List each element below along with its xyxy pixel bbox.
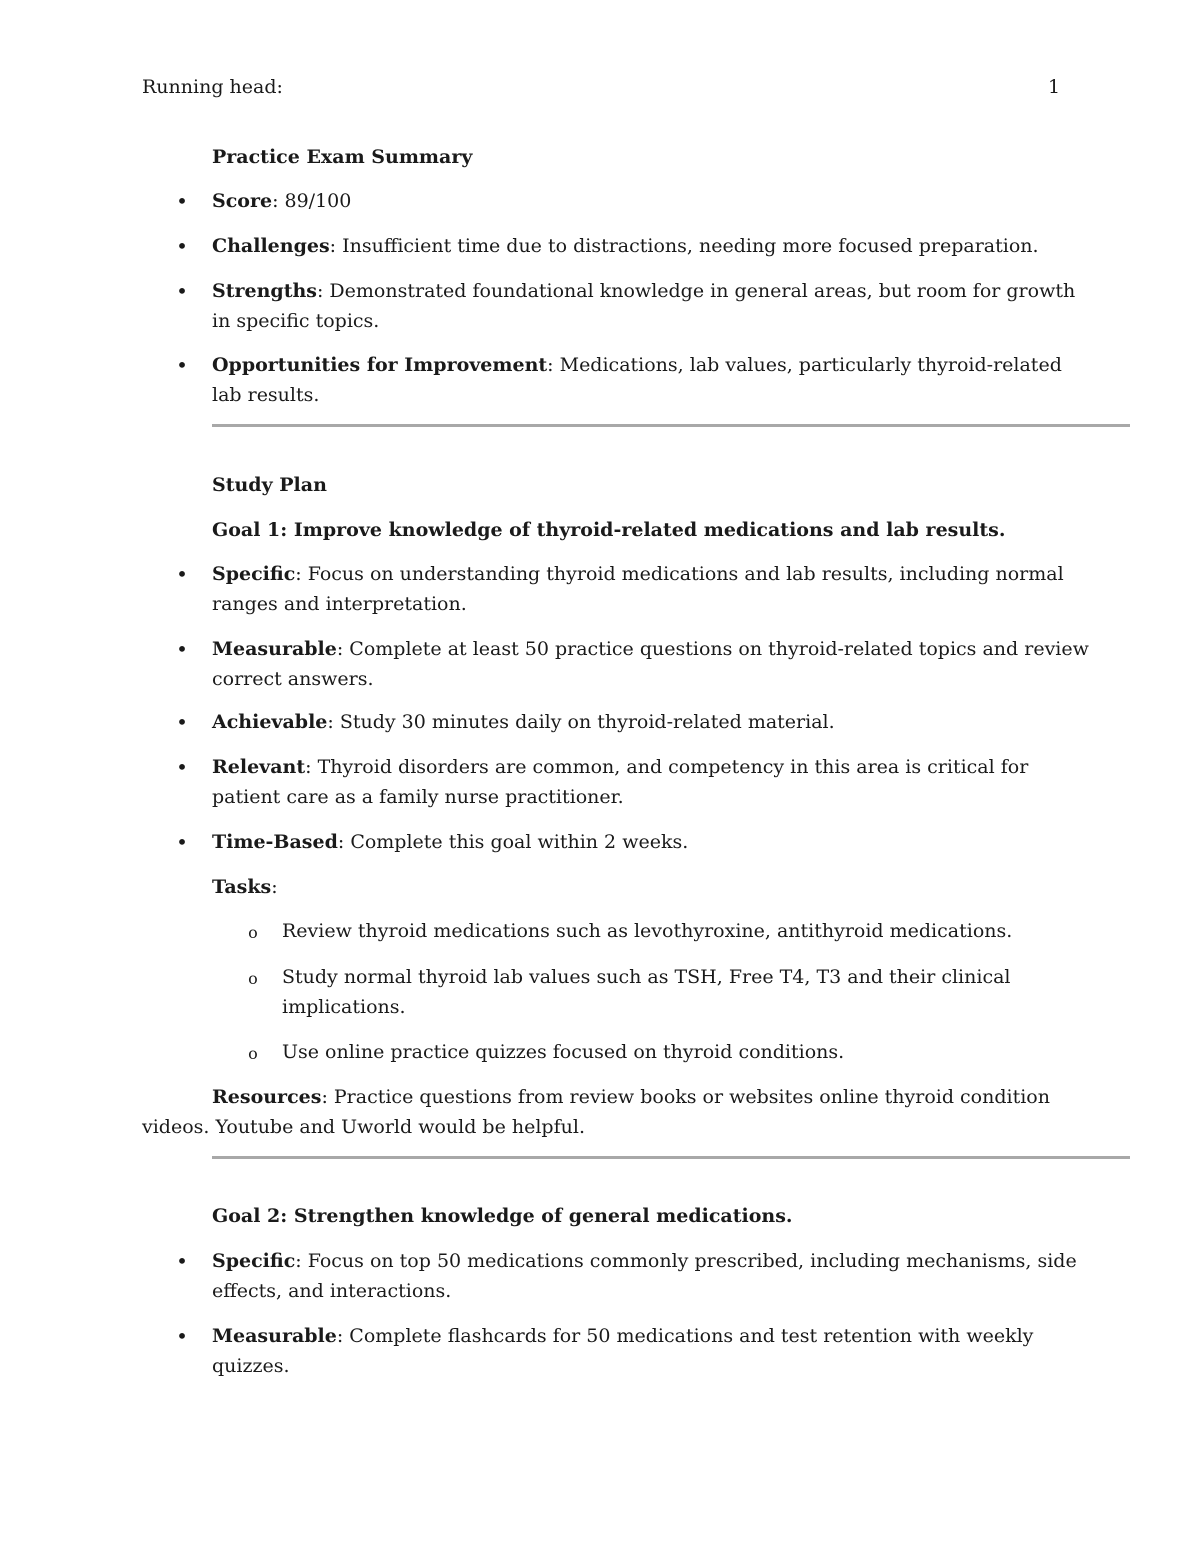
page-number: 1 [1048,76,1061,98]
bullet-icon: • [176,755,188,779]
sub-bullet-icon: o [248,1044,258,1063]
bullet-icon: • [176,830,188,854]
bullet-icon: • [176,637,188,661]
sub-bullet-icon: o [248,923,258,942]
study-plan-title: Study Plan [212,474,327,496]
bullet-icon: • [176,710,188,734]
bullet-icon: • [176,353,188,377]
sub-bullet-icon: o [248,969,258,988]
resources-paragraph: Resources: Practice questions from review books or websites online thyroid condition [212,1086,1050,1108]
running-head: Running head: [142,76,283,98]
goal1-item-time-based: Time-Based: Complete this goal within 2 weeks. [212,831,689,853]
goal1-item-specific: Specific: Focus on understanding thyroid medications and lab results, including normal ranges and interpretation. [212,563,1064,615]
task-item: Review thyroid medications such as levothyroxine, antithyroid medications. [282,920,1013,942]
bullet-icon: • [176,189,188,213]
goal2-item-specific: Specific: Focus on top 50 medications commonly prescribed, including mechanisms, side effects, and interactions. [212,1250,1077,1302]
resources-paragraph-cont: videos. Youtube and Uworld would be helpful. [142,1116,585,1138]
tasks-label: Tasks: [212,876,278,898]
goal2-title: Goal 2: Strengthen knowledge of general medications. [212,1205,793,1227]
bullet-icon: • [176,562,188,586]
summary-item-opportunities: Opportunities for Improvement: Medications, lab values, particularly thyroid-related lab results. [212,354,1062,406]
summary-item-strengths: Strengths: Demonstrated foundational knowledge in general areas, but room for growth in specific topics. [212,280,1076,332]
goal1-item-measurable: Measurable: Complete at least 50 practice questions on thyroid-related topics and review correct answers. [212,638,1089,690]
bullet-icon: • [176,1249,188,1273]
goal1-title: Goal 1: Improve knowledge of thyroid-related medications and lab results. [212,519,1006,541]
bullet-icon: • [176,279,188,303]
task-item: Study normal thyroid lab values such as TSH, Free T4, T3 and their clinical implications. [282,966,1011,1018]
summary-title: Practice Exam Summary [212,146,473,168]
goal1-item-achievable: Achievable: Study 30 minutes daily on thyroid-related material. [212,711,835,733]
summary-item-challenges: Challenges: Insufficient time due to distractions, needing more focused preparation. [212,235,1039,257]
task-item: Use online practice quizzes focused on thyroid conditions. [282,1041,845,1063]
bullet-icon: • [176,1324,188,1348]
goal2-item-measurable: Measurable: Complete flashcards for 50 medications and test retention with weekly quizzes. [212,1325,1034,1377]
bullet-icon: • [176,234,188,258]
summary-item-score: Score: 89/100 [212,190,352,212]
section-divider [212,424,1130,427]
section-divider [212,1156,1130,1159]
goal1-item-relevant: Relevant: Thyroid disorders are common, and competency in this area is critical for patient care as a family nurse practitioner. [212,756,1029,808]
